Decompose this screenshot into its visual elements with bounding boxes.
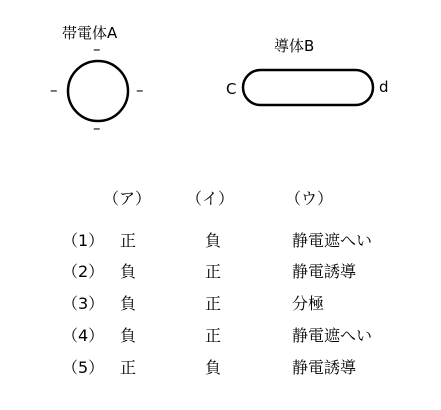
charged-body-a-label: 帯電体A [62,24,118,42]
row-5-number: （5） [62,358,105,377]
row-3-u: 分極 [292,294,325,313]
header-u: （ウ） [285,189,334,208]
row-3-i: 正 [205,294,222,313]
row-5-u: 静電誘導 [292,358,357,377]
row-4-i: 正 [205,326,222,345]
charge-sign-top: – [93,40,101,58]
row-1-i: 負 [205,231,222,250]
row-4-number: （4） [62,326,105,345]
row-2-i: 正 [205,262,222,281]
conductor-end-d-label: d [379,78,389,96]
header-i: （イ） [186,189,235,208]
row-5-a: 正 [120,358,137,377]
row-1-a: 正 [120,231,137,250]
header-a: （ア） [103,189,152,208]
conductor-b-label: 導体B [274,37,315,55]
charge-sign-right: – [136,81,144,99]
row-3-a: 負 [120,294,137,313]
charge-sign-left: – [50,81,58,99]
row-2-a: 負 [120,262,137,281]
charge-sign-bottom: – [93,119,101,137]
conductor-b-shape [243,70,373,105]
row-2-number: （2） [62,262,105,281]
charged-body-a-circle [68,61,128,121]
row-3-number: （3） [62,294,105,313]
row-1-u: 静電遮へい [292,231,373,250]
row-5-i: 負 [205,358,222,377]
row-4-u: 静電遮へい [292,326,373,345]
row-4-a: 負 [120,326,137,345]
row-2-u: 静電誘導 [292,262,357,281]
row-1-number: （1） [62,231,105,250]
conductor-end-c-label: C [226,80,237,98]
